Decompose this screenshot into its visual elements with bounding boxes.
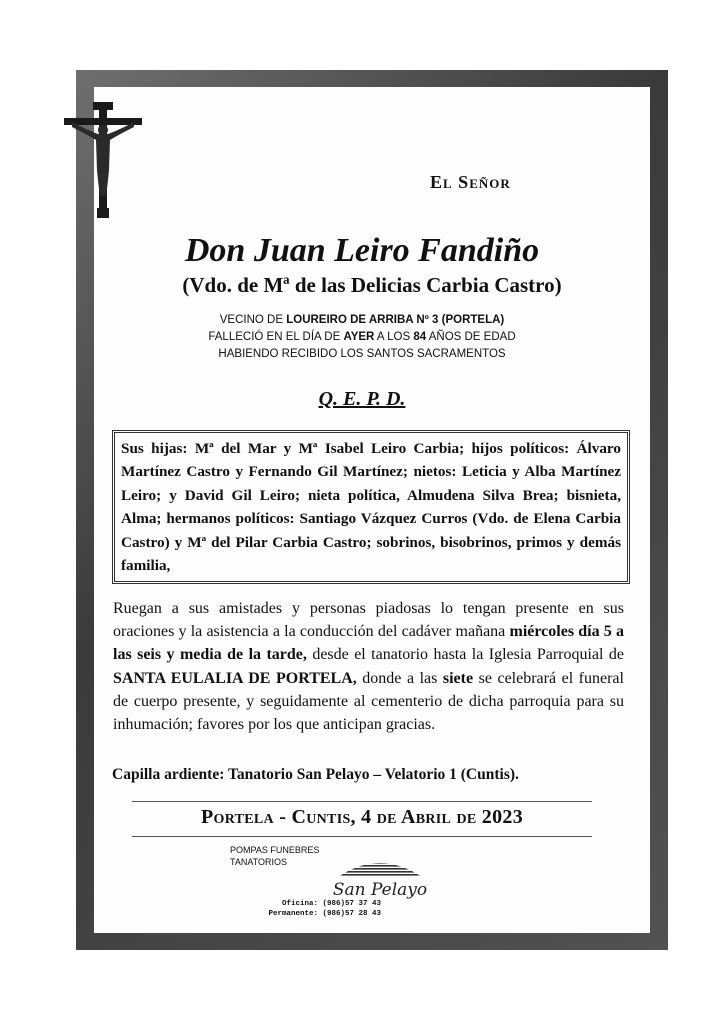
- crucifix-icon: [62, 100, 144, 218]
- sacraments-line: HABIENDO RECIBIDO LOS SANTOS SACRAMENTOS: [218, 348, 506, 360]
- invitation-part-4: se celebrará el funeral de cuerpo presente, y seguidamente al cementerio de dicha parroquia para su inhumación; favores por los que anticipan gracias.: [113, 669, 624, 734]
- death-line: [0, 329, 724, 346]
- church-name: SANTA EULALIA DE PORTELA,: [113, 669, 357, 687]
- widower-of: (Vdo. de Mª de las Delicias Carbia Castro): [182, 273, 562, 297]
- san-pelayo-logo: [330, 855, 430, 905]
- invitation-part-3: donde a las: [356, 669, 443, 687]
- contact-phones: [260, 900, 381, 919]
- office-phone-row: [260, 900, 381, 910]
- death-mid: A LOS: [374, 331, 414, 343]
- death-day: AYER: [343, 331, 375, 343]
- invitation-part-1: Ruegan a sus amistades y personas piadosas lo tengan presente en sus oraciones y la asistencia a la conducción del cadáver mañana: [113, 600, 624, 641]
- family-text: Sus hijas: Mª del Mar y Mª Isabel Leiro Carbia; hijos políticos: Álvaro Martínez Castro y Fernando Gil Martínez; nietos: Leticia y Alba Martínez Leiro; y David Gil Leiro; nieta política, Almudena Silva Brea; bisnieta, Alma; hermanos políticos: Santiago Vázquez Curros (Vdo. de Elena Carbia Castro) y Mª del Pilar Carbia Castro; sobrinos, bisobrinos, primos y demás familia,: [121, 440, 621, 575]
- office-label: Oficina:: [281, 900, 318, 908]
- death-suffix: AÑOS DE EDAD: [426, 331, 516, 343]
- deceased-title-label: El Señor: [430, 172, 511, 192]
- residence-line: [0, 312, 724, 329]
- deceased-name: Don Juan Leiro Fandiño: [184, 232, 540, 269]
- invitation-text: [113, 597, 624, 736]
- logo-brand: San Pelayo: [332, 880, 428, 900]
- funeral-home-label-line1: POMPAS FUNEBRES: [230, 845, 320, 855]
- residence-address: LOUREIRO DE ARRIBA Nº 3 (PORTELA): [286, 314, 505, 326]
- death-prefix: FALLECIÓ EN EL DÍA DE: [208, 331, 344, 343]
- office-phone: (986)57 37 43: [322, 900, 382, 908]
- funeral-home-label: [230, 844, 319, 868]
- permanent-label: Permanente:: [268, 909, 318, 918]
- deceased-info: [0, 312, 724, 363]
- place-date: Portela - Cuntis, 4 de Abril de 2023: [200, 806, 523, 828]
- residence-prefix: VECINO DE: [219, 314, 287, 326]
- divider-bottom: [132, 836, 592, 837]
- qepd: Q. E. P. D.: [318, 388, 406, 410]
- permanent-phone: (986)57 28 43: [322, 909, 382, 918]
- invitation-part-2: desde el tanatorio hasta la Iglesia Parroquial de: [306, 646, 624, 664]
- permanent-phone-row: [260, 910, 381, 920]
- mass-time: siete: [442, 669, 474, 687]
- death-age: 84: [413, 331, 427, 343]
- family-box: [112, 430, 630, 584]
- funeral-time: miércoles día 5 a las seis y media de la tarde,: [113, 623, 624, 664]
- divider-top: [132, 801, 592, 802]
- chapel-info: Capilla ardiente: Tanatorio San Pelayo – Velatorio 1 (Cuntis).: [112, 766, 519, 783]
- funeral-home-label-line2: TANATORIOS: [230, 857, 288, 867]
